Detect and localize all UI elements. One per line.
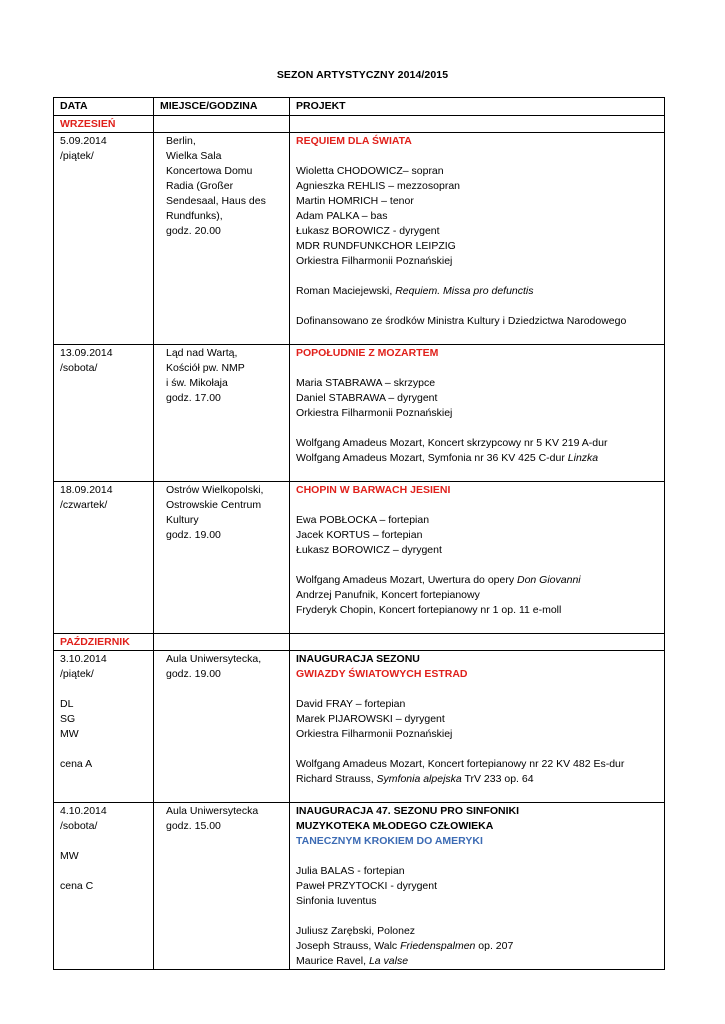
event-title: GWIAZDY ŚWIATOWYCH ESTRAD: [296, 668, 468, 680]
event-project: [290, 133, 665, 345]
place-line: Wielka Sala: [166, 150, 222, 162]
table-row: [54, 803, 665, 970]
event-place: [154, 133, 290, 345]
event-subtitle: MUZYKOTEKA MŁODEGO CZŁOWIEKA: [296, 820, 494, 832]
place-line: Kultury: [166, 514, 199, 526]
event-title: POPOŁUDNIE Z MOZARTEM: [296, 347, 439, 359]
event-project: [290, 651, 665, 803]
header-place: MIEJSCE/GODZINA: [154, 98, 290, 116]
place-line: godz. 19.00: [166, 529, 221, 541]
table-row: [54, 133, 665, 345]
place-line: godz. 20.00: [166, 225, 221, 237]
place-line: Kościół pw. NMP: [166, 362, 245, 374]
event-place: [154, 803, 290, 970]
performer: Julia BALAS - fortepian: [296, 865, 405, 877]
program-item: Wolfgang Amadeus Mozart, Uwertura do opery Don Giovanni: [296, 574, 581, 586]
event-title: CHOPIN W BARWACH JESIENI: [296, 484, 451, 496]
program-item: Fryderyk Chopin, Koncert fortepianowy nr 1 op. 11 e-moll: [296, 604, 562, 616]
weekday: /piątek/: [60, 668, 94, 680]
event-project: [290, 482, 665, 634]
place-line: Berlin,: [166, 135, 196, 147]
date-value: 3.10.2014: [60, 653, 107, 665]
place-line: Radia (Großer: [166, 180, 234, 192]
event-subtitle: INAUGURACJA SEZONU: [296, 653, 420, 665]
weekday: /czwartek/: [60, 499, 108, 511]
header-project: PROJEKT: [290, 98, 665, 116]
page-title: SEZON ARTYSTYCZNY 2014/2015: [276, 69, 449, 81]
performer: Marek PIJAROWSKI – dyrygent: [296, 713, 445, 725]
price-category: cena A: [60, 758, 93, 770]
performer: Łukasz BOROWICZ - dyrygent: [296, 225, 440, 237]
place-line: Ląd nad Wartą,: [166, 347, 238, 359]
performer: Jacek KORTUS – fortepian: [296, 529, 423, 541]
funding-note: Dofinansowano ze środków Ministra Kultury i Dziedzictwa Narodowego: [296, 315, 627, 327]
place-line: godz. 15.00: [166, 820, 221, 832]
event-place: [154, 345, 290, 482]
event-project: [290, 345, 665, 482]
date-value: 13.09.2014: [60, 347, 113, 359]
performer: Paweł PRZYTOCKI - dyrygent: [296, 880, 438, 892]
place-line: Ostrów Wielkopolski,: [166, 484, 264, 496]
month-row-september: [54, 116, 665, 133]
performer: Martin HOMRICH – tenor: [296, 195, 414, 207]
event-date: [54, 482, 154, 634]
month-label: WRZESIEŃ: [54, 116, 154, 133]
place-line: godz. 17.00: [166, 392, 221, 404]
place-line: Aula Uniwersytecka,: [166, 653, 262, 665]
place-line: godz. 19.00: [166, 668, 221, 680]
empty-cell: [154, 634, 290, 651]
event-place: [154, 651, 290, 803]
weekday: /sobota/: [60, 362, 98, 374]
performer: Orkiestra Filharmonii Poznańskiej: [296, 407, 453, 419]
weekday: /sobota/: [60, 820, 98, 832]
performer: Maria STABRAWA – skrzypce: [296, 377, 436, 389]
event-title: TANECZNYM KROKIEM DO AMERYKI: [296, 835, 483, 847]
table-row: [54, 482, 665, 634]
program-item: Richard Strauss, Symfonia alpejska TrV 233 op. 64: [296, 773, 534, 785]
event-date: [54, 345, 154, 482]
table-row: [54, 651, 665, 803]
performer: Orkiestra Filharmonii Poznańskiej: [296, 255, 453, 267]
place-line: Rundfunks),: [166, 210, 223, 222]
weekday: /piątek/: [60, 150, 94, 162]
event-subtitle: INAUGURACJA 47. SEZONU PRO SINFONIKI: [296, 805, 520, 817]
month-label: PAŹDZIERNIK: [54, 634, 154, 651]
date-value: 4.10.2014: [60, 805, 107, 817]
series-code: SG: [60, 713, 76, 725]
place-line: Aula Uniwersytecka: [166, 805, 259, 817]
performer: Agnieszka REHLIS – mezzosopran: [296, 180, 460, 192]
program-item: Wolfgang Amadeus Mozart, Koncert fortepianowy nr 22 KV 482 Es-dur: [296, 758, 625, 770]
performer: David FRAY – fortepian: [296, 698, 406, 710]
program-item: Wolfgang Amadeus Mozart, Koncert skrzypcowy nr 5 KV 219 A-dur: [296, 437, 608, 449]
series-code: MW: [60, 728, 79, 740]
performer: Sinfonia Iuventus: [296, 895, 377, 907]
event-date: [54, 651, 154, 803]
performer: MDR RUNDFUNKCHOR LEIPZIG: [296, 240, 456, 252]
place-line: Koncertowa Domu: [166, 165, 253, 177]
performer: Ewa POBŁOCKA – fortepian: [296, 514, 430, 526]
performer: Orkiestra Filharmonii Poznańskiej: [296, 728, 453, 740]
month-row-october: [54, 634, 665, 651]
place-line: i św. Mikołaja: [166, 377, 228, 389]
program-item: Maurice Ravel, La valse: [296, 955, 409, 967]
table-row: [54, 345, 665, 482]
program-item: Roman Maciejewski, Requiem. Missa pro defunctis: [296, 285, 534, 297]
performer: Łukasz BOROWICZ – dyrygent: [296, 544, 442, 556]
program-item: Juliusz Zarębski, Polonez: [296, 925, 416, 937]
event-place: [154, 482, 290, 634]
schedule-table: [53, 97, 665, 970]
series-code: DL: [60, 698, 74, 710]
event-date: [54, 803, 154, 970]
series-code: MW: [60, 850, 79, 862]
event-date: [54, 133, 154, 345]
event-project: [290, 803, 665, 970]
performer: Wioletta CHODOWICZ– sopran: [296, 165, 444, 177]
price-category: cena C: [60, 880, 94, 892]
date-value: 18.09.2014: [60, 484, 113, 496]
empty-cell: [290, 116, 665, 133]
empty-cell: [290, 634, 665, 651]
header-date: DATA: [54, 98, 154, 116]
program-item: Joseph Strauss, Walc Friedenspalmen op. 207: [296, 940, 514, 952]
performer: Adam PALKA – bas: [296, 210, 388, 222]
program-item: Wolfgang Amadeus Mozart, Symfonia nr 36 KV 425 C-dur Linzka: [296, 452, 599, 464]
place-line: Sendesaal, Haus des: [166, 195, 266, 207]
performer: Daniel STABRAWA – dyrygent: [296, 392, 438, 404]
program-item: Andrzej Panufnik, Koncert fortepianowy: [296, 589, 480, 601]
date-value: 5.09.2014: [60, 135, 107, 147]
table-header-row: [54, 98, 665, 116]
empty-cell: [154, 116, 290, 133]
place-line: Ostrowskie Centrum: [166, 499, 262, 511]
event-title: REQUIEM DLA ŚWIATA: [296, 135, 412, 147]
